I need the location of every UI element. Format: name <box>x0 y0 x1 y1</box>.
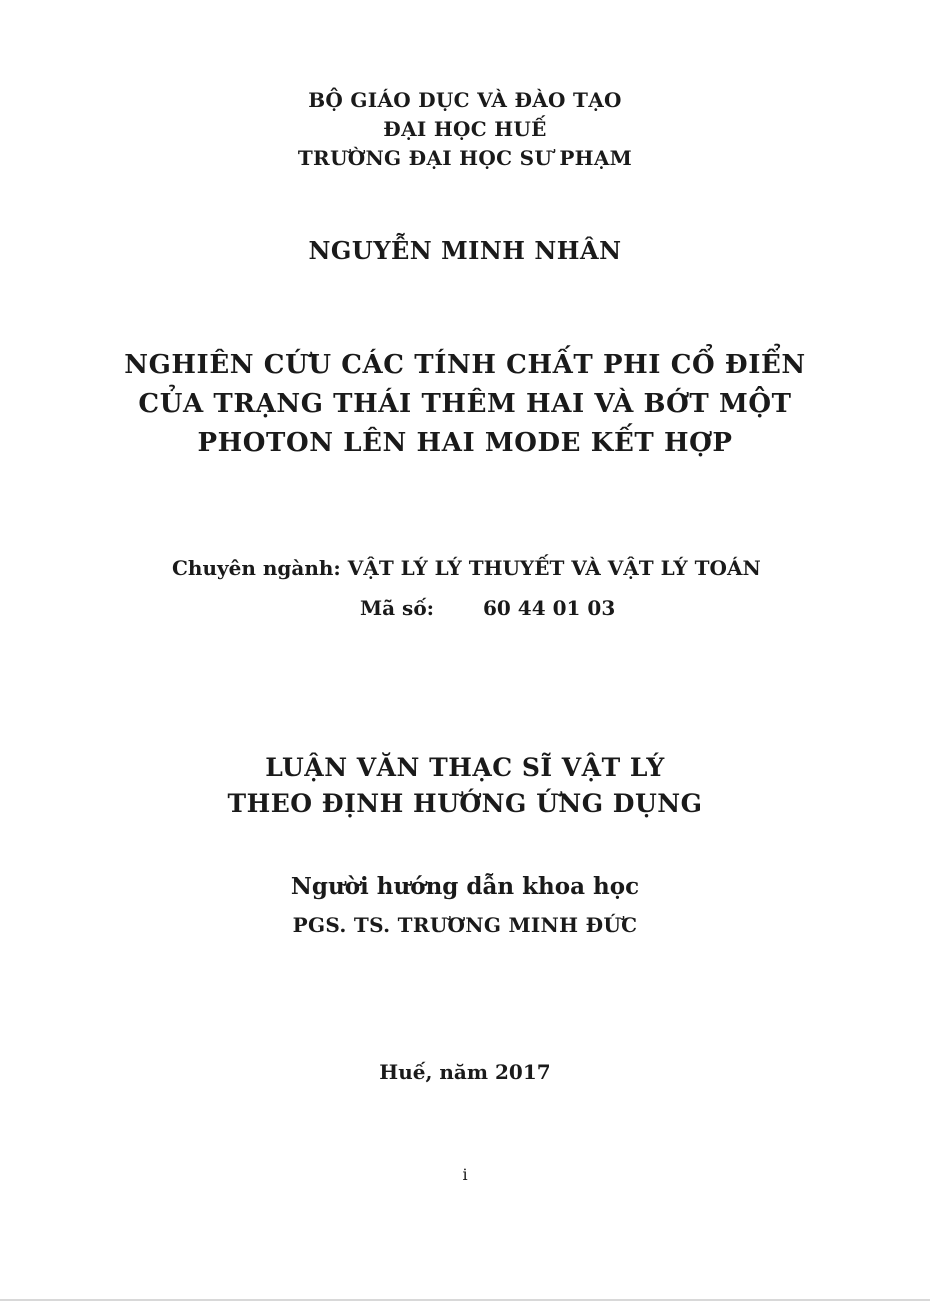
place-and-year: Huế, năm 2017 <box>379 1060 551 1084</box>
code-value: 60 44 01 03 <box>483 596 616 620</box>
advisor-name: PGS. TS. TRƯƠNG MINH ĐỨC <box>292 913 638 937</box>
thesis-title-line-3: PHOTON LÊN HAI MODE KẾT HỢP <box>197 428 733 458</box>
degree-line-2: THEO ĐỊNH HƯỚNG ỨNG DỤNG <box>227 789 703 818</box>
author-name: NGUYỄN MINH NHÂN <box>308 236 622 265</box>
school-name: TRƯỜNG ĐẠI HỌC SƯ PHẠM <box>297 146 633 170</box>
ministry-name: BỘ GIÁO DỤC VÀ ĐÀO TẠO <box>308 88 622 112</box>
specialization-value: VẬT LÝ LÝ THUYẾT VÀ VẬT LÝ TOÁN <box>347 556 761 580</box>
university-name: ĐẠI HỌC HUẾ <box>383 117 547 141</box>
page-number: i <box>462 1165 468 1184</box>
specialization-row <box>172 556 761 580</box>
thesis-title-line-1: NGHIÊN CỨU CÁC TÍNH CHẤT PHI CỔ ĐIỂN <box>124 350 806 380</box>
advisor-label: Người hướng dẫn khoa học <box>290 873 640 900</box>
specialization-label: Chuyên ngành: <box>172 556 341 580</box>
thesis-title-line-2: CỦA TRẠNG THÁI THÊM HAI VÀ BỚT MỘT <box>138 389 792 419</box>
code-label: Mã số: <box>360 596 435 620</box>
page-bottom-edge <box>0 1299 930 1301</box>
degree-line-1: LUẬN VĂN THẠC SĨ VẬT LÝ <box>265 753 665 782</box>
code-row <box>360 596 615 620</box>
